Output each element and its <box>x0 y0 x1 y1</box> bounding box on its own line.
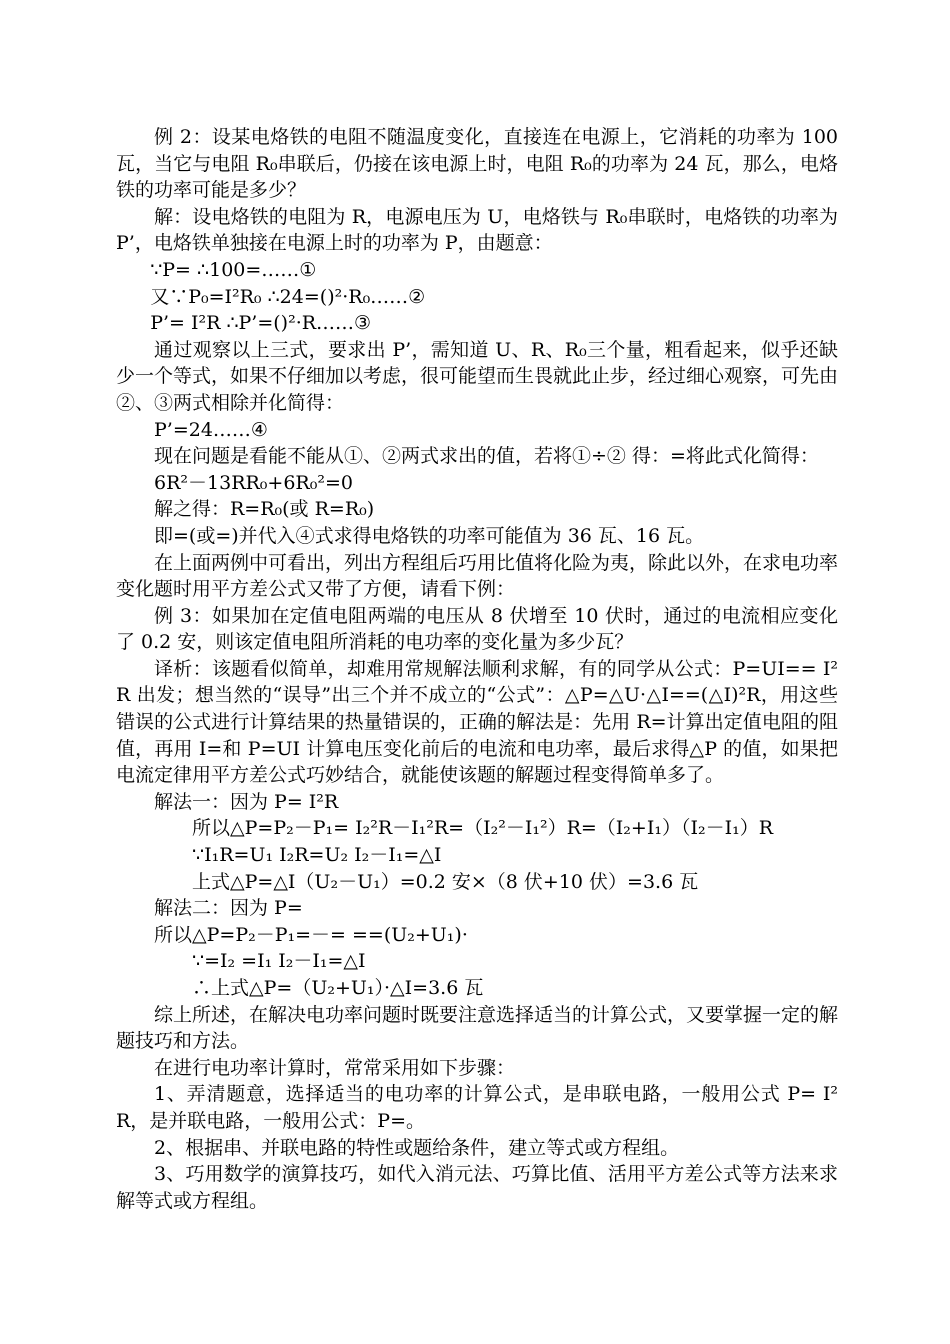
equation-3: P’= I²R ∴P’=()²·R……③ <box>150 312 372 335</box>
ratio-paragraph: 现在问题是看能不能从①、②两式求出的值，若将①÷② 得：=将此式化简得： <box>154 445 819 468</box>
method-1-title: 解法一：因为 P= I²R <box>154 790 339 813</box>
example-2-solution-intro: 解：设电烙铁的电阻为 R，电源电压为 U，电烙铁与 R₀串联时，电烙铁的功率为 P’，电烙铁单独接在电源上时的功率为 P，由题意： <box>116 205 838 255</box>
method-2-step-3: ∴上式△P=（U₂+U₁）·△I=3.6 瓦 <box>192 977 484 999</box>
step-1: 1、弄清题意，选择适当的电功率的计算公式，是串联电路，一般用公式 P= I²R，是并联电路，一般用公式：P=。 <box>116 1083 838 1132</box>
equation-4: P’=24……④ <box>154 418 268 441</box>
equation-1: ∵P= ∴100=……① <box>150 258 317 281</box>
method-1-step-2: ∵I₁R=U₁ I₂R=U₂ I₂－I₁=△I <box>192 844 442 867</box>
example-2-question: 例 2：设某电烙铁的电阻不随温度变化，直接连在电源上，它消耗的功率为 100 瓦，当它与电阻 R₀串联后，仍接在该电源上时，电阻 R₀的功率为 24 瓦，那么，电烙铁的功率可能是多少？ <box>116 126 838 202</box>
steps-intro: 在进行电功率计算时，常常采用如下步骤： <box>154 1056 516 1079</box>
example-3-analysis: 译析：该题看似简单，却难用常规解法顺利求解，有的同学从公式：P=UI== I²R 出发；想当然的“误导”出三个并不成立的“公式”：△P=△U·△I==(△I)²R，用这些错误的公式进行计算结果的热量错误的，正确的解法是：先用 R=计算出定值电阻的阻值，再用 I=和 P=UI 计算电压变化前后的电流和电功率，最后求得△P 的值，如果把电流定律用平方差公式巧妙结合，就能使该题的解题过程变得简单多了。 <box>116 657 838 787</box>
document-body <box>116 124 838 1214</box>
transition-paragraph: 在上面两例中可看出，列出方程组后巧用比值将化险为夷，除此以外，在求电功率变化题时用平方差公式又带了方便，请看下例： <box>116 551 839 601</box>
example-3-question: 例 3：如果加在定值电阻两端的电压从 8 伏增至 10 伏时，通过的电流相应变化了 0.2 安，则该定值电阻所消耗的电功率的变化量为多少瓦？ <box>116 604 838 654</box>
observation-paragraph: 通过观察以上三式，要求出 P’，需知道 U、R、R₀三个量，粗看起来，似乎还缺少一个等式，如果不仔细加以考虑，很可能望而生畏就此止步，经过细心观察，可先由②、③两式相除并化简得： <box>116 338 839 414</box>
method-2-title: 解法二：因为 P= <box>154 897 303 920</box>
quadratic-equation: 6R²－13RR₀+6R₀²=0 <box>154 471 353 494</box>
method-2-step-1: 所以△P=P₂－P₁=－= ==(U₂+U₁)· <box>154 923 468 946</box>
step-2: 2、根据串、并联电路的特性或题给条件，建立等式或方程组。 <box>154 1136 680 1159</box>
summary-paragraph: 综上所述，在解决电功率问题时既要注意选择适当的计算公式，又要掌握一定的解题技巧和方法。 <box>116 1003 839 1053</box>
equation-2: 又∵P₀=I²R₀ ∴24=()²·R₀……② <box>150 285 426 308</box>
method-2-step-2: ∵=I₂ =I₁ I₂－I₁=△I <box>192 950 366 973</box>
example-2-result: 即=(或=)并代入④式求得电烙铁的功率可能值为 36 瓦、16 瓦。 <box>154 524 705 547</box>
step-3: 3、巧用数学的演算技巧，如代入消元法、巧算比值、活用平方差公式等方法来求解等式或方程组。 <box>116 1163 838 1212</box>
quadratic-solution: 解之得：R=R₀(或 R=R₀) <box>154 498 375 521</box>
method-1-step-3: 上式△P=△I（U₂－U₁）=0.2 安×（8 伏+10 伏）=3.6 瓦 <box>192 870 699 893</box>
method-1-step-1: 所以△P=P₂－P₁= I₂²R－I₁²R=（I₂²－I₁²）R=（I₂+I₁）（I₂－I₁）R <box>192 817 774 840</box>
